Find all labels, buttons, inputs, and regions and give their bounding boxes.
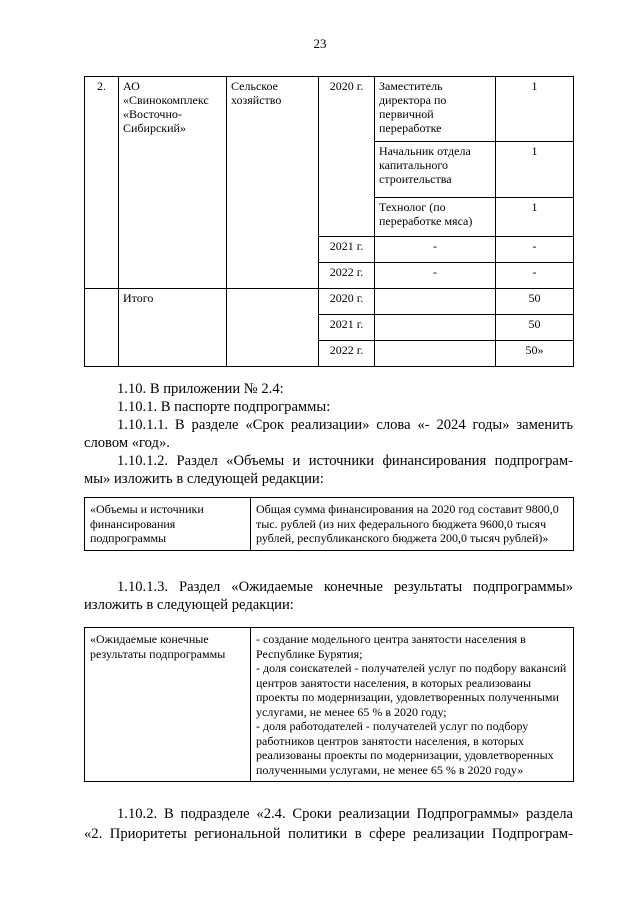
paragraph-1-10-2-line1: 1.10.2. В подразделе «2.4. Сроки реализации Подпрограммы» раздела xyxy=(117,806,573,822)
count-cell: 1 xyxy=(496,142,574,198)
list-item: - доля соискателей - получателей услуг по подбору вакансий центров занятости населения, в которых реализованы проекты по модернизации, удовлетворенных полученными услугами, не менее 65 % в 2020 году; xyxy=(256,661,567,719)
total-cell: 50 xyxy=(496,315,574,341)
positions-table xyxy=(84,76,574,367)
list-item: - доля работодателей - получателей услуг по подбору работников центров занятости населения, в которых реализованы проекты по модернизации, удовлетворенных полученными услугами, не менее 65 % в 2020 году» xyxy=(256,719,554,777)
paragraph-1-10-2-line2: «2. Приоритеты региональной политики в сфере реализации Подпрограм- xyxy=(84,826,573,842)
paragraph-1-10-1-3-line1: 1.10.1.3. Раздел «Ожидаемые конечные результаты подпрограммы» xyxy=(117,579,573,595)
empty-cell xyxy=(85,289,119,367)
table-row xyxy=(85,289,574,315)
year-cell: 2021 г. xyxy=(319,315,375,341)
year-cell: 2020 г. xyxy=(319,77,375,237)
results-value-cell xyxy=(251,628,574,782)
financing-table xyxy=(84,497,574,551)
dash-cell: - xyxy=(496,263,574,289)
paragraph-1-10-1-1-line1: 1.10.1.1. В разделе «Срок реализации» слова «- 2024 годы» заменить xyxy=(117,417,573,433)
total-label-cell: Итого xyxy=(119,289,227,367)
table-row xyxy=(85,498,574,551)
sector-cell: Сельское хозяйство xyxy=(227,77,319,289)
year-cell: 2022 г. xyxy=(319,263,375,289)
empty-cell xyxy=(227,289,319,367)
paragraph-1-10: 1.10. В приложении № 2.4: xyxy=(117,381,284,397)
position-cell: Заместитель директора по первичной переработке xyxy=(375,77,496,142)
dash-cell: - xyxy=(375,263,496,289)
row-number-cell: 2. xyxy=(85,77,119,289)
financing-label-cell: «Объемы и источники финансирования подпрограммы xyxy=(85,498,251,551)
paragraph-1-10-1-3-line2: изложить в следующей редакции: xyxy=(84,597,294,613)
year-cell: 2021 г. xyxy=(319,237,375,263)
dash-cell: - xyxy=(496,237,574,263)
dash-cell: - xyxy=(375,237,496,263)
organization-cell: АО «Свинокомплекс «Восточно-Сибирский» xyxy=(119,77,227,289)
results-label-cell: «Ожидаемые конечные результаты подпрограммы xyxy=(85,628,251,782)
position-cell: Технолог (по переработке мяса) xyxy=(375,198,496,237)
results-table xyxy=(84,627,574,782)
position-cell: Начальник отдела капитального строительства xyxy=(375,142,496,198)
empty-cell xyxy=(375,341,496,367)
empty-cell xyxy=(375,289,496,315)
paragraph-1-10-1-2-line1: 1.10.1.2. Раздел «Объемы и источники финансирования подпрограм- xyxy=(117,453,573,469)
total-cell: 50» xyxy=(496,341,574,367)
year-cell: 2022 г. xyxy=(319,341,375,367)
financing-value-cell: Общая сумма финансирования на 2020 год составит 9800,0 тыс. рублей (из них федерального бюджета 9600,0 тысяч рублей, республиканского бюджета 200,0 тысяч рублей)» xyxy=(251,498,574,551)
year-cell: 2020 г. xyxy=(319,289,375,315)
count-cell: 1 xyxy=(496,198,574,237)
paragraph-1-10-1-1-line2: словом «год». xyxy=(84,435,170,451)
count-cell: 1 xyxy=(496,77,574,142)
empty-cell xyxy=(375,315,496,341)
list-item: - создание модельного центра занятости населения в Республике Бурятия; xyxy=(256,632,526,661)
total-cell: 50 xyxy=(496,289,574,315)
paragraph-1-10-1: 1.10.1. В паспорте подпрограммы: xyxy=(117,399,331,415)
paragraph-1-10-1-2-line2: мы» изложить в следующей редакции: xyxy=(84,471,324,487)
table-row xyxy=(85,77,574,142)
page-number: 23 xyxy=(313,36,327,51)
table-row xyxy=(85,628,574,782)
